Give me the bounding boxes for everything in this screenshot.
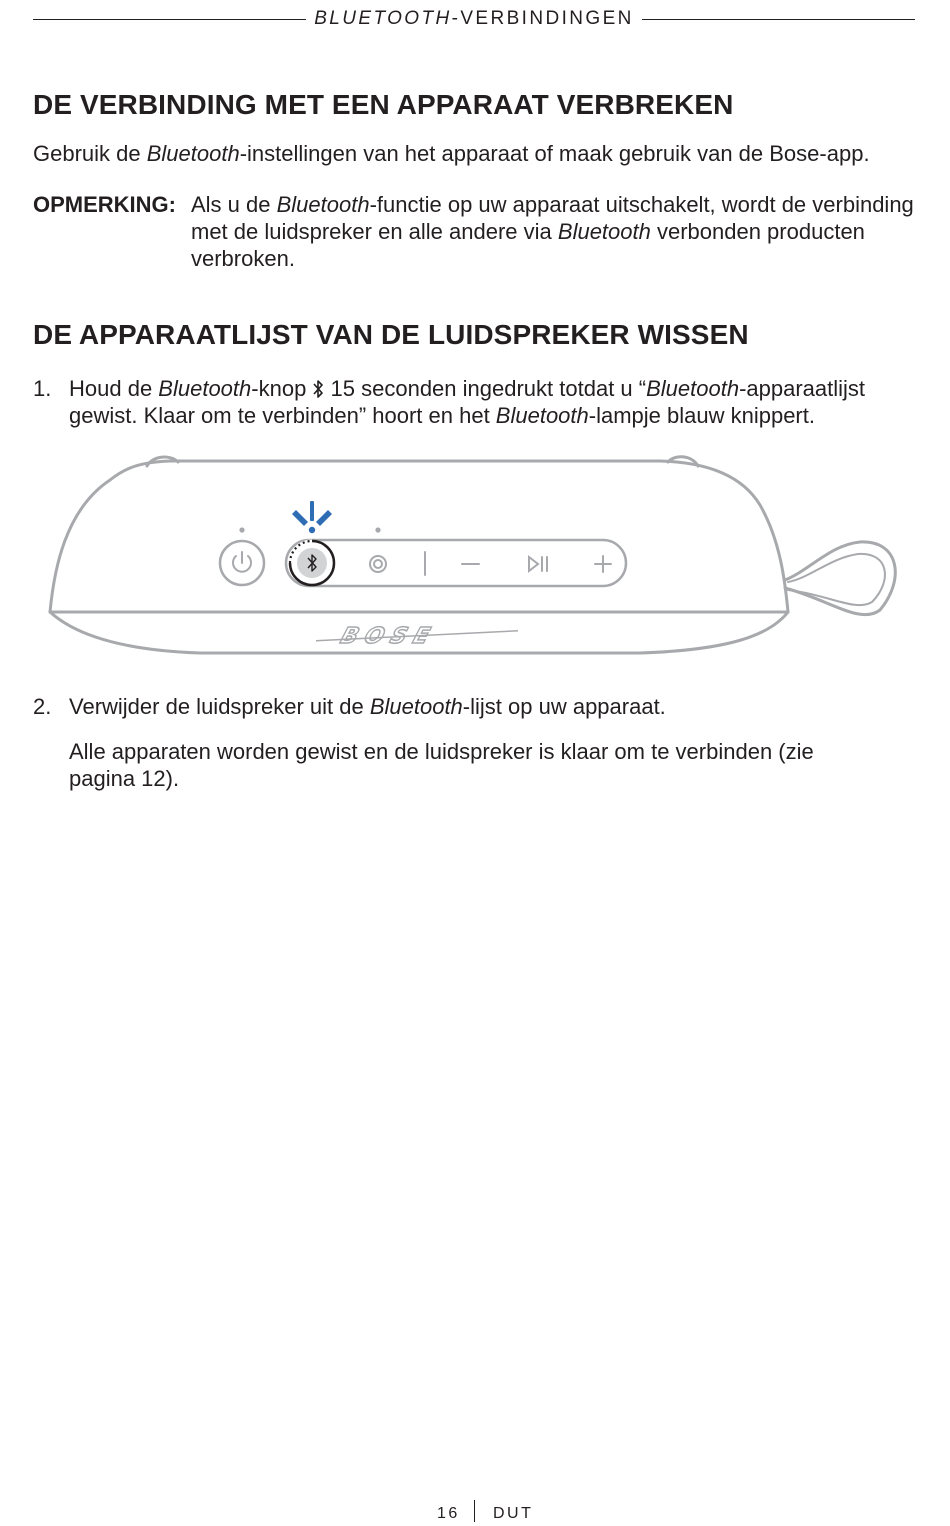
speaker-illustration [40, 450, 910, 670]
header-title-rest: -VERBINDINGEN [451, 8, 634, 29]
play-pause-icon [529, 557, 547, 571]
speaker-body-outline [50, 461, 788, 612]
action-icon-inner [374, 560, 382, 568]
section-heading-disconnect: DE VERBINDING MET EEN APPARAAT VERBREKEN [33, 89, 734, 120]
note-text: Als u de Bluetooth-functie op uw apparaat uitschakelt, wordt de verbinding met de luidspreker en alle andere via Bluetooth verbonden producten verbroken. [191, 192, 914, 271]
step-2-text: Verwijder de luidspreker uit de Bluetooth-lijst op uw apparaat. [69, 694, 666, 719]
step-2-followup: Alle apparaten worden gewist en de luidspreker is klaar om te verbinden (zie pagina 12). [69, 739, 814, 791]
power-icon [233, 552, 251, 572]
page-footer [0, 1500, 950, 1526]
header-rule-left [33, 19, 306, 20]
step-2-number: 2. [33, 694, 52, 719]
section-heading-clear-list: DE APPARAATLIJST VAN DE LUIDSPREKER WISSEN [33, 319, 749, 350]
svg-text:BOSE: BOSE [337, 623, 440, 649]
bluetooth-icon [312, 379, 324, 399]
volume-up-icon [595, 556, 611, 572]
action-icon-outer [370, 556, 386, 572]
header-title [306, 8, 642, 30]
header-title-italic: BLUETOOTH [314, 8, 452, 29]
language-code: DUT [493, 1505, 534, 1522]
indicator-dot [375, 527, 380, 532]
disconnect-paragraph: Gebruik de Bluetooth-instellingen van het apparaat of maak gebruik van de Bose-app. [33, 141, 870, 166]
control-button-bar [286, 540, 626, 586]
header-rule-right [642, 19, 915, 20]
power-indicator-dot [239, 527, 244, 532]
blinking-light-icon [292, 501, 332, 533]
note-label: OPMERKING: [33, 192, 176, 217]
bose-logo [316, 624, 518, 649]
page-number: 16 [437, 1505, 460, 1522]
step-1-number: 1. [33, 376, 52, 401]
step-1-text: Houd de Bluetooth-knop 15 seconden ingedrukt totdat u “Bluetooth-apparaatlijst gewist. Klaar om te verbinden” hoort en het Bluetooth-lampje blauw knippert. [69, 376, 866, 428]
running-header [33, 6, 915, 32]
footer-separator [474, 1500, 475, 1522]
